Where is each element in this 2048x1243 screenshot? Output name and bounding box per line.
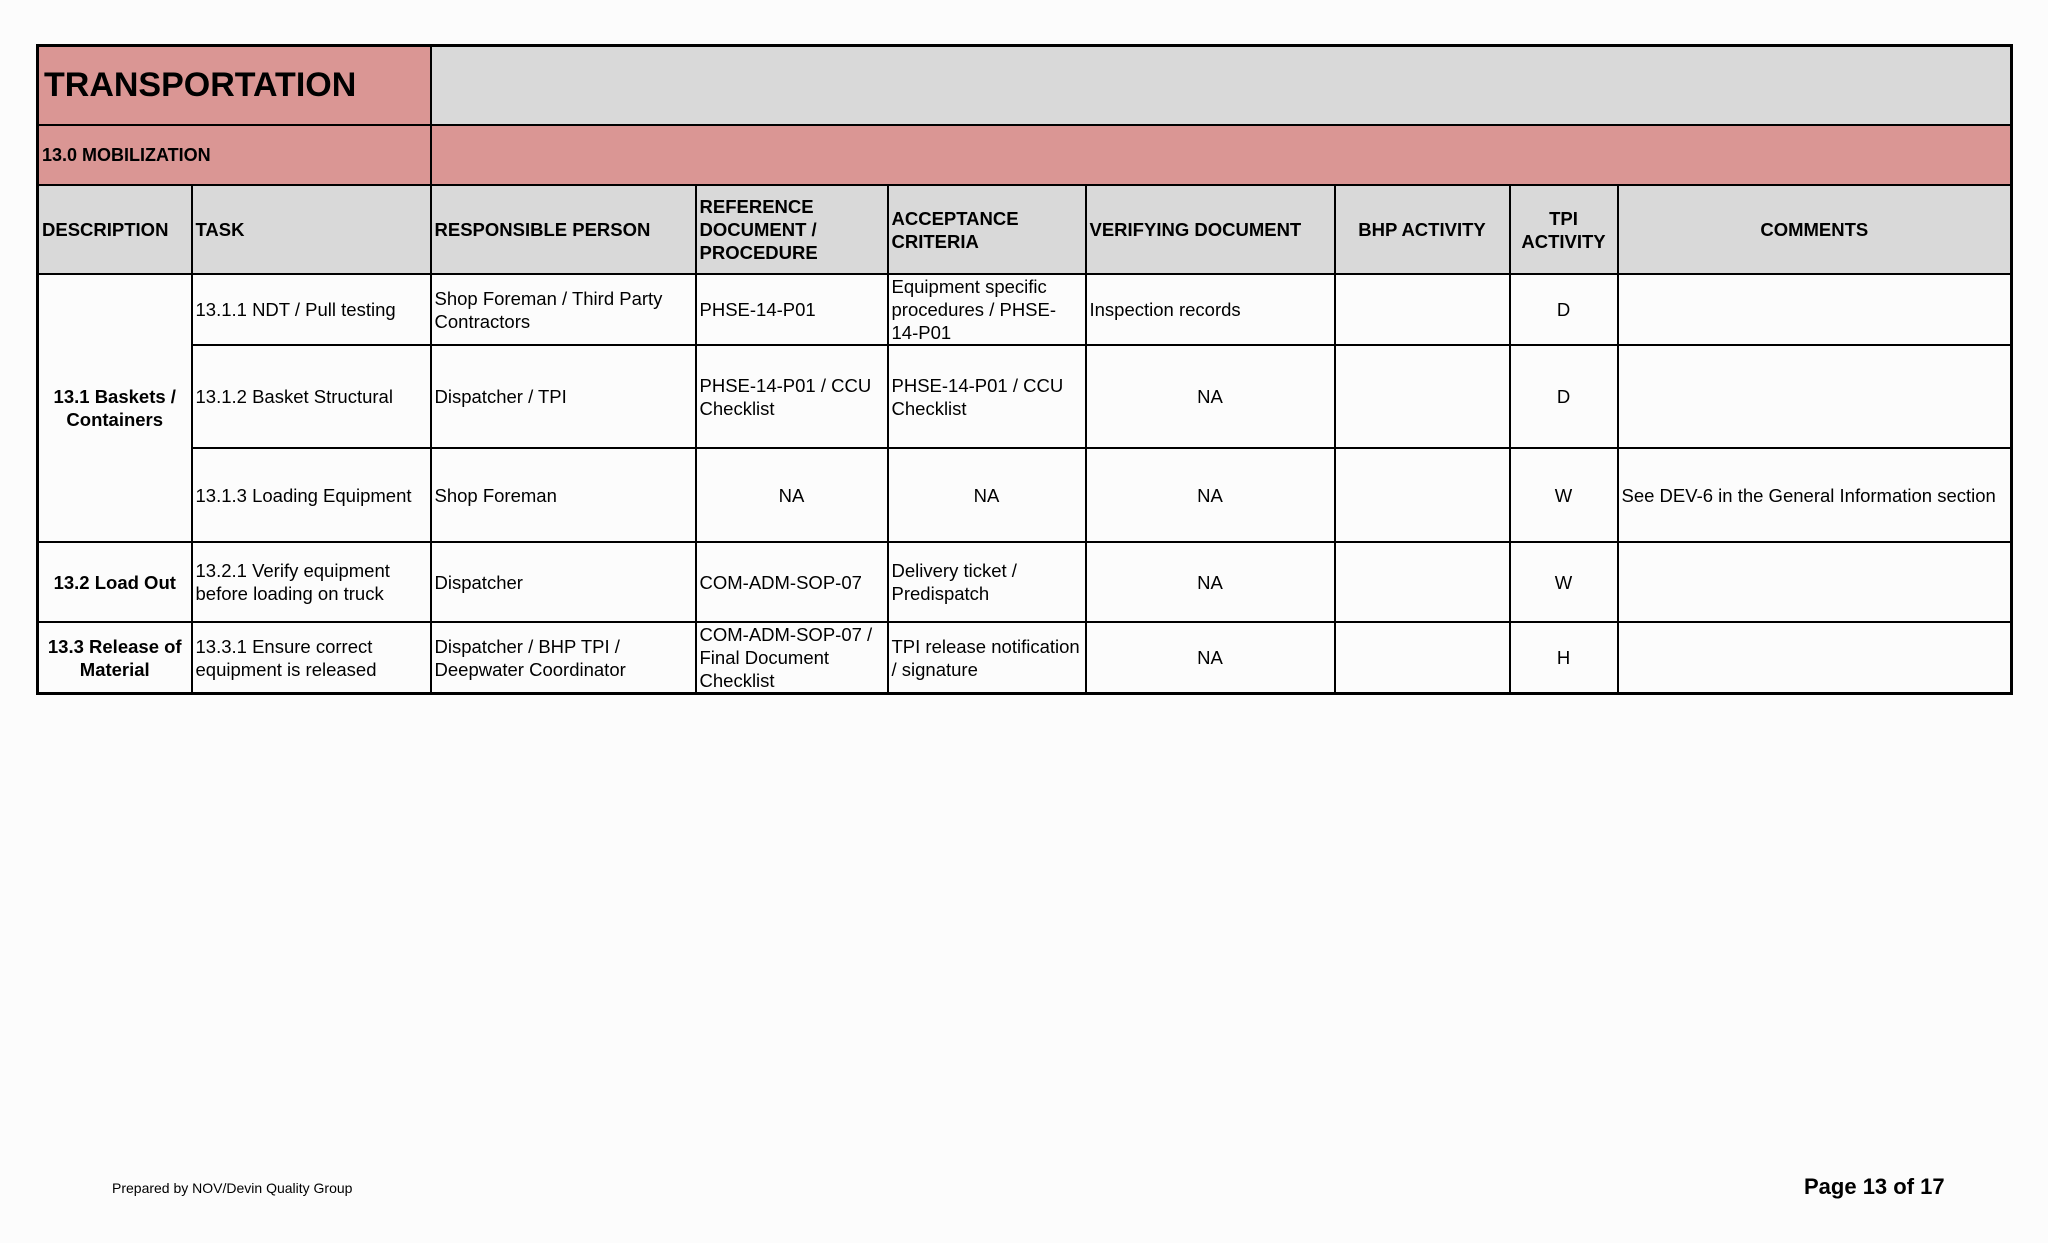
section-fill-cell bbox=[431, 125, 2012, 185]
bhp-cell bbox=[1335, 345, 1510, 448]
comments-cell bbox=[1618, 542, 2012, 622]
task-cell: 13.1.1 NDT / Pull testing bbox=[192, 274, 431, 345]
column-header-row bbox=[38, 185, 2012, 274]
acceptance-cell: Equipment specific procedures / PHSE-14-P01 bbox=[888, 274, 1086, 345]
comments-cell bbox=[1618, 274, 2012, 345]
verifying-cell: NA bbox=[1086, 542, 1335, 622]
task-cell: 13.3.1 Ensure correct equipment is released bbox=[192, 622, 431, 694]
bhp-cell bbox=[1335, 274, 1510, 345]
description-cell: 13.1 Baskets / Containers bbox=[38, 274, 192, 542]
comments-cell bbox=[1618, 345, 2012, 448]
header-description: DESCRIPTION bbox=[38, 185, 192, 274]
comments-cell bbox=[1618, 622, 2012, 694]
acceptance-cell: TPI release notification / signature bbox=[888, 622, 1086, 694]
page-number: Page 13 of 17 bbox=[1804, 1174, 1945, 1199]
transportation-sheet bbox=[36, 44, 2010, 695]
header-responsible-person: RESPONSIBLE PERSON bbox=[431, 185, 696, 274]
responsible-cell: Dispatcher bbox=[431, 542, 696, 622]
table-row bbox=[38, 542, 2012, 622]
acceptance-cell: NA bbox=[888, 448, 1086, 542]
verifying-cell: NA bbox=[1086, 622, 1335, 694]
tpi-cell: D bbox=[1510, 345, 1618, 448]
tpi-cell: W bbox=[1510, 542, 1618, 622]
prepared-by-footer: Prepared by NOV/Devin Quality Group bbox=[112, 1180, 353, 1196]
header-comments: COMMENTS bbox=[1618, 185, 2012, 274]
tpi-cell: H bbox=[1510, 622, 1618, 694]
table-row bbox=[38, 345, 2012, 448]
description-cell: 13.2 Load Out bbox=[38, 542, 192, 622]
tpi-cell: D bbox=[1510, 274, 1618, 345]
responsible-cell: Dispatcher / TPI bbox=[431, 345, 696, 448]
section-row bbox=[38, 125, 2012, 185]
bhp-cell bbox=[1335, 542, 1510, 622]
reference-cell: PHSE-14-P01 / CCU Checklist bbox=[696, 345, 888, 448]
verifying-cell: Inspection records bbox=[1086, 274, 1335, 345]
header-acceptance-criteria: ACCEPTANCE CRITERIA bbox=[888, 185, 1086, 274]
table-row bbox=[38, 274, 2012, 345]
header-reference-document: REFERENCE DOCUMENT / PROCEDURE bbox=[696, 185, 888, 274]
task-cell: 13.1.3 Loading Equipment bbox=[192, 448, 431, 542]
header-bhp-activity: BHP ACTIVITY bbox=[1335, 185, 1510, 274]
responsible-cell: Shop Foreman bbox=[431, 448, 696, 542]
title-fill-cell bbox=[431, 46, 2012, 126]
header-tpi-activity: TPI ACTIVITY bbox=[1510, 185, 1618, 274]
reference-cell: COM-ADM-SOP-07 bbox=[696, 542, 888, 622]
bhp-cell bbox=[1335, 622, 1510, 694]
reference-cell: COM-ADM-SOP-07 / Final Document Checklist bbox=[696, 622, 888, 694]
description-cell: 13.3 Release of Material bbox=[38, 622, 192, 694]
bhp-cell bbox=[1335, 448, 1510, 542]
responsible-cell: Shop Foreman / Third Party Contractors bbox=[431, 274, 696, 345]
table-row bbox=[38, 622, 2012, 694]
reference-cell: NA bbox=[696, 448, 888, 542]
page-title: TRANSPORTATION bbox=[38, 46, 431, 126]
responsible-cell: Dispatcher / BHP TPI / Deepwater Coordinator bbox=[431, 622, 696, 694]
acceptance-cell: PHSE-14-P01 / CCU Checklist bbox=[888, 345, 1086, 448]
acceptance-cell: Delivery ticket / Predispatch bbox=[888, 542, 1086, 622]
title-row bbox=[38, 46, 2012, 126]
reference-cell: PHSE-14-P01 bbox=[696, 274, 888, 345]
verifying-cell: NA bbox=[1086, 345, 1335, 448]
header-verifying-document: VERIFYING DOCUMENT bbox=[1086, 185, 1335, 274]
comments-cell: See DEV-6 in the General Information section bbox=[1618, 448, 2012, 542]
verifying-cell: NA bbox=[1086, 448, 1335, 542]
table-row bbox=[38, 448, 2012, 542]
tpi-cell: W bbox=[1510, 448, 1618, 542]
task-cell: 13.2.1 Verify equipment before loading on truck bbox=[192, 542, 431, 622]
task-cell: 13.1.2 Basket Structural bbox=[192, 345, 431, 448]
mobilization-table bbox=[36, 44, 2013, 695]
header-task: TASK bbox=[192, 185, 431, 274]
section-title: 13.0 MOBILIZATION bbox=[38, 125, 431, 185]
